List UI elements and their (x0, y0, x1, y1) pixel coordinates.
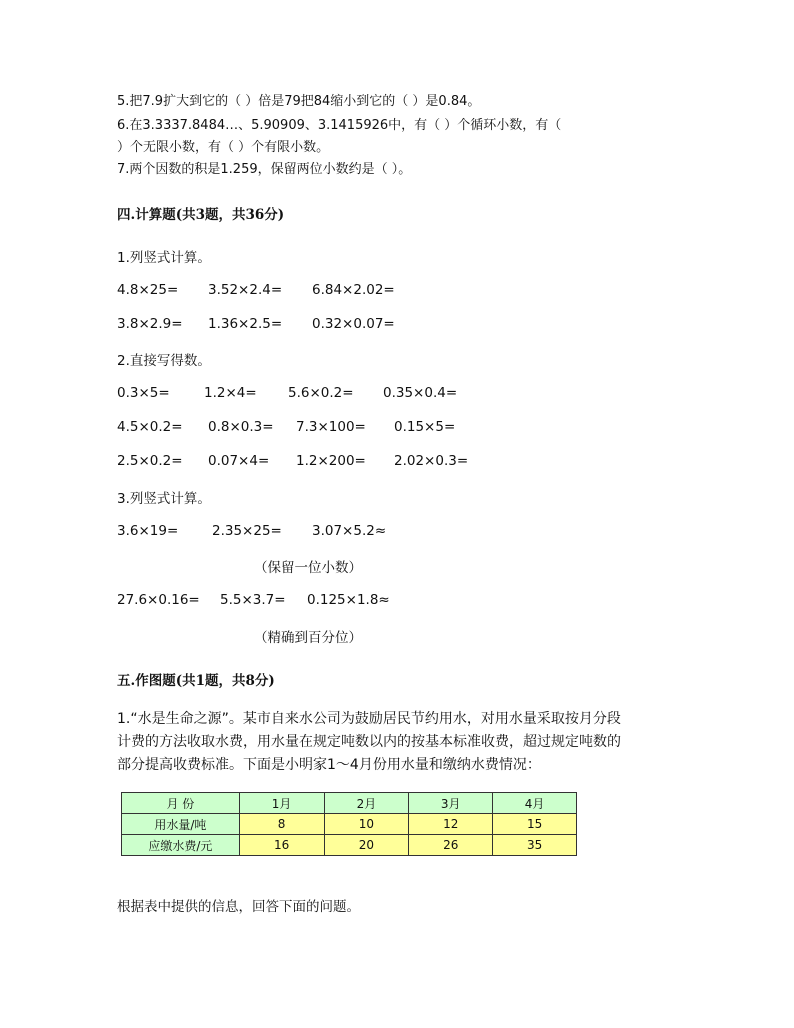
question-6-line2: ）个无限小数，有（ ）个有限小数。 (117, 140, 330, 155)
table-cell: 26 (409, 835, 493, 856)
table-cell: 15 (493, 814, 577, 835)
calc-q2-r3c1: 2.5×0.2= (117, 453, 183, 469)
table-header-row (122, 793, 577, 814)
table-header-cell: 2月 (324, 793, 409, 814)
calc-q2-r2c1: 4.5×0.2= (117, 419, 183, 435)
calc-q2-r1c3: 5.6×0.2= (288, 385, 354, 401)
table-cell: 35 (493, 835, 577, 856)
calc-q3-r2c2: 5.5×3.7= (220, 592, 286, 608)
calc-q3-note2: （精确到百分位） (254, 630, 362, 646)
drawing-q1-line1: 1.“水是生命之源”。某市自来水公司为鼓励居民节约用水，对用水量采取按月分段 (117, 711, 621, 727)
calc-q3-r1c3: 3.07×5.2≈ (312, 523, 387, 539)
water-usage-table (121, 792, 577, 856)
calc-q1-r1c1: 4.8×25= (117, 282, 179, 298)
calc-q2-r3c3: 1.2×200= (296, 453, 366, 469)
calc-q2-r2c2: 0.8×0.3= (208, 419, 274, 435)
table-row (122, 814, 577, 835)
table-header-cell: 1月 (239, 793, 324, 814)
calc-q2-r1c4: 0.35×0.4= (383, 385, 458, 401)
question-6-line1: 6.在3.3337.8484…、5.90909、3.1415926中，有（ ）个循环小数，有（ (117, 118, 562, 133)
calc-q2-r1c1: 0.3×5= (117, 385, 170, 401)
calc-q1-r2c3: 0.32×0.07= (312, 316, 395, 332)
calc-q1-r2c1: 3.8×2.9= (117, 316, 183, 332)
table-cell: 12 (409, 814, 493, 835)
table-header-cell: 月 份 (122, 793, 240, 814)
calc-q3-note1: （保留一位小数） (254, 560, 362, 576)
calc-q2-r3c4: 2.02×0.3= (394, 453, 469, 469)
calc-q2-r1c2: 1.2×4= (204, 385, 257, 401)
table-row-label: 应缴水费/元 (122, 835, 240, 856)
section-5-title: 五.作图题(共1题，共8分) (117, 673, 275, 689)
calc-q3-r1c2: 2.35×25= (212, 523, 282, 539)
calc-q2-r2c4: 0.15×5= (394, 419, 456, 435)
table-row-label: 用水量/吨 (122, 814, 240, 835)
table-cell: 8 (239, 814, 324, 835)
calc-q3-title: 3.列竖式计算。 (117, 491, 211, 507)
table-row (122, 835, 577, 856)
question-7: 7.两个因数的积是1.259，保留两位小数约是（ ）。 (117, 162, 412, 177)
calc-q2-r3c2: 0.07×4= (208, 453, 270, 469)
table-header-cell: 4月 (493, 793, 577, 814)
table-cell: 20 (324, 835, 409, 856)
calc-q3-r2c1: 27.6×0.16= (117, 592, 200, 608)
drawing-q1-line3: 部分提高收费标准。下面是小明家1～4月份用水量和缴纳水费情况： (117, 757, 541, 773)
calc-q2-title: 2.直接写得数。 (117, 353, 211, 369)
calc-q3-r2c3: 0.125×1.8≈ (307, 592, 390, 608)
calc-q1-r1c2: 3.52×2.4= (208, 282, 283, 298)
table-cell: 16 (239, 835, 324, 856)
follow-up-instruction: 根据表中提供的信息，回答下面的问题。 (117, 899, 360, 915)
calc-q2-r2c3: 7.3×100= (296, 419, 366, 435)
section-4-title: 四.计算题(共3题，共36分) (117, 207, 285, 223)
drawing-q1-line2: 计费的方法收取水费，用水量在规定吨数以内的按基本标准收费，超过规定吨数的 (117, 734, 621, 750)
table-header-cell: 3月 (409, 793, 493, 814)
question-5: 5.把7.9扩大到它的（ ）倍是79把84缩小到它的（ ）是0.84。 (117, 94, 481, 109)
calc-q1-r1c3: 6.84×2.02= (312, 282, 395, 298)
calc-q1-r2c2: 1.36×2.5= (208, 316, 283, 332)
table-cell: 10 (324, 814, 409, 835)
calc-q3-r1c1: 3.6×19= (117, 523, 179, 539)
calc-q1-title: 1.列竖式计算。 (117, 250, 211, 266)
